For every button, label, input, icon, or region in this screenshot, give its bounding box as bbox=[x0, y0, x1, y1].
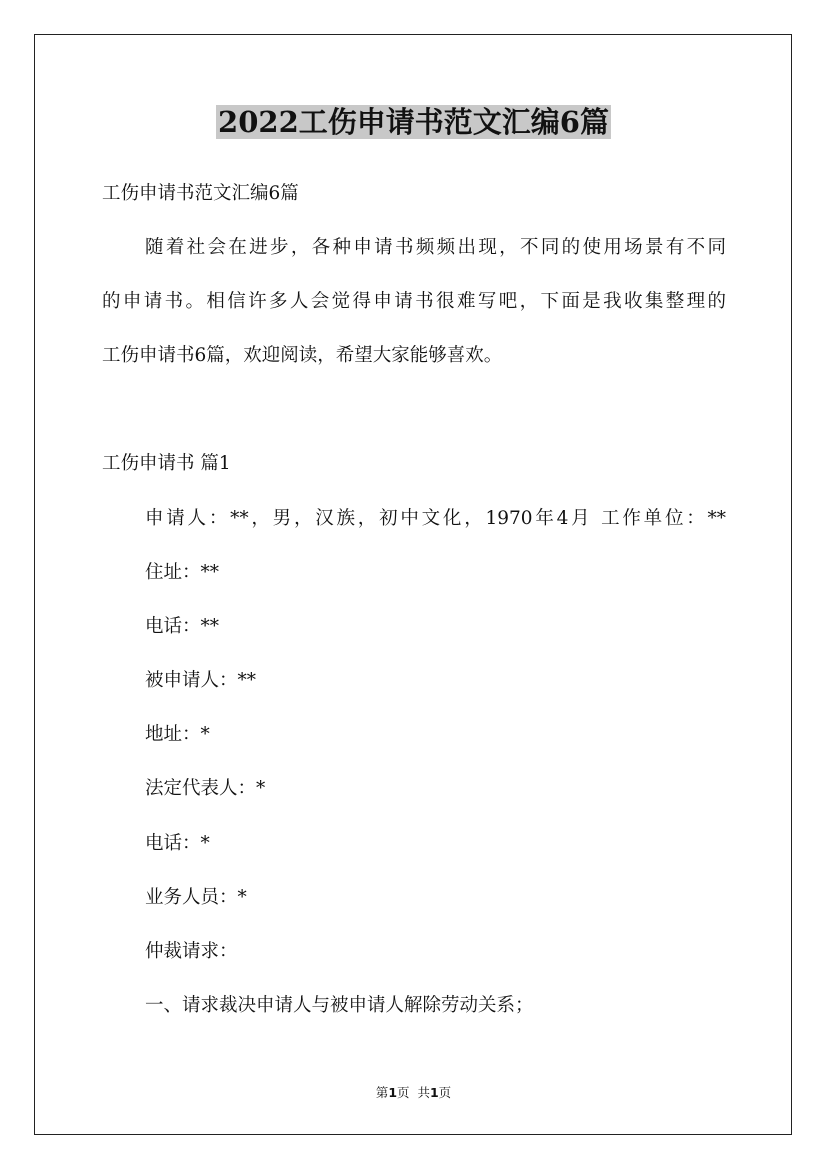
section-heading: 工伤申请书 篇1 bbox=[102, 453, 231, 474]
field-business-staff: 业务人员：* bbox=[145, 887, 247, 908]
document-subtitle: 工伤申请书范文汇编6篇 bbox=[102, 183, 299, 204]
document-title-text: 2022工伤申请书范文汇编6篇 bbox=[218, 105, 609, 139]
footer-page-mid: 页 共 bbox=[397, 1085, 430, 1100]
footer-page-total: 1 bbox=[429, 1085, 439, 1100]
footer-page-current: 1 bbox=[388, 1085, 398, 1100]
document-title bbox=[0, 99, 827, 145]
field-arbitration-request: 仲裁请求： bbox=[145, 941, 238, 962]
intro-line-1: 随着社会在进步，各种申请书频频出现，不同的使用场景有不同 bbox=[145, 237, 726, 258]
request-item-1: 一、请求裁决申请人与被申请人解除劳动关系； bbox=[145, 995, 534, 1016]
field-respondent-address: 地址：* bbox=[145, 724, 210, 745]
field-respondent-phone: 电话：* bbox=[145, 833, 210, 854]
field-address: 住址：** bbox=[145, 562, 220, 583]
field-phone: 电话：** bbox=[145, 616, 220, 637]
page-footer bbox=[0, 1083, 827, 1103]
footer-page-prefix: 第 bbox=[375, 1085, 389, 1100]
field-legal-representative: 法定代表人：* bbox=[145, 778, 266, 799]
intro-line-3: 工伤申请书6篇，欢迎阅读，希望大家能够喜欢。 bbox=[102, 345, 503, 366]
field-applicant: 申请人：**，男，汉族，初中文化，1970年4月 工作单位：** bbox=[145, 508, 726, 529]
field-respondent: 被申请人：** bbox=[145, 670, 257, 691]
footer-page-suffix: 页 bbox=[438, 1085, 452, 1100]
intro-line-2: 的申请书。相信许多人会觉得申请书很难写吧，下面是我收集整理的 bbox=[102, 291, 726, 312]
